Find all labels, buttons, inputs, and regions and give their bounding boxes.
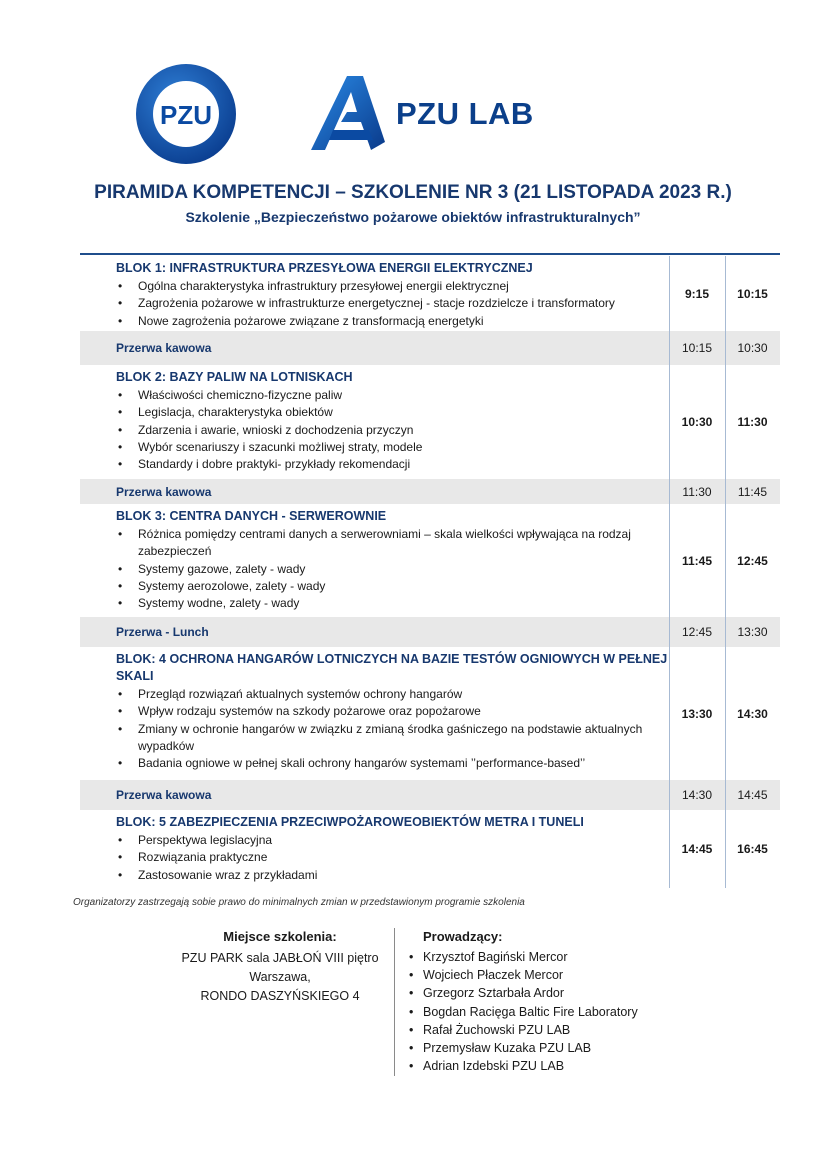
block-4-end: 14:30 bbox=[737, 706, 768, 721]
document-title: PIRAMIDA KOMPETENCJI – SZKOLENIE NR 3 (21 LISTOPADA 2023 R.) bbox=[94, 182, 732, 203]
pzu-lab-logo-icon bbox=[311, 74, 386, 152]
block-2-items bbox=[116, 387, 668, 473]
block-3-content bbox=[116, 504, 668, 617]
list-item: • Systemy gazowe, zalety - wady bbox=[116, 561, 668, 578]
location-line: RONDO DASZYŃSKIEGO 4 bbox=[200, 989, 360, 1003]
list-item: • Systemy aerozolowe, zalety - wady bbox=[116, 578, 668, 595]
leaders-list bbox=[408, 948, 638, 1075]
list-item: • Ogólna charakterystyka infrastruktury przesyłowej energii elektrycznej bbox=[116, 278, 668, 295]
break-2-start: 11:30 bbox=[682, 484, 712, 499]
block-4-items bbox=[116, 686, 668, 772]
break-1-end: 10:30 bbox=[737, 341, 768, 355]
svg-text:PZU: PZU bbox=[160, 100, 212, 130]
location-line: PZU PARK sala JABŁOŃ VIII piętro bbox=[181, 951, 379, 965]
location-line: Warszawa, bbox=[249, 970, 311, 984]
list-item: • Standardy i dobre praktyki- przykłady rekomendacji bbox=[116, 456, 668, 473]
leader-item: • Bogdan Racięga Baltic Fire Laboratory bbox=[408, 1003, 638, 1021]
location-section bbox=[160, 929, 400, 1006]
list-item: • Zdarzenia i awarie, wnioski z dochodzenia przyczyn bbox=[116, 422, 668, 439]
block-2-content bbox=[116, 365, 668, 479]
list-item: • Zastosowanie wraz z przykładami bbox=[116, 867, 668, 884]
schedule-row-break-3 bbox=[80, 617, 780, 647]
list-item: • Badania ogniowe w pełnej skali ochrony hangarów systemami ’’performance-based’’ bbox=[116, 755, 668, 772]
block-1-end: 10:15 bbox=[737, 286, 768, 301]
block-4-title: BLOK: 4 OCHRONA HANGARÓW LOTNICZYCH NA BAZIE TESTÓW OGNIOWYCH W PEŁNEJ SKALI bbox=[116, 652, 668, 683]
block-5-items bbox=[116, 832, 668, 884]
leader-item: • Grzegorz Sztarbała Ardor bbox=[408, 984, 638, 1002]
block-3-title: BLOK 3: CENTRA DANYCH - SERWEROWNIE bbox=[116, 509, 387, 523]
pzu-lab-wordmark: PZU LAB bbox=[396, 96, 534, 131]
break-2-label: Przerwa kawowa bbox=[116, 484, 212, 499]
break-3-label: Przerwa - Lunch bbox=[116, 625, 209, 639]
leaders-section bbox=[408, 929, 638, 1075]
footnote: Organizatorzy zastrzegają sobie prawo do minimalnych zmian w przedstawionym programie szkolenia bbox=[73, 897, 525, 908]
schedule-row-break-2 bbox=[80, 479, 780, 504]
list-item: • Zmiany w ochronie hangarów w związku z zmianą środka gaśniczego na podstawie aktualnych wypadków bbox=[116, 721, 668, 756]
leader-item: • Krzysztof Bagiński Mercor bbox=[408, 948, 638, 966]
pzu-logo bbox=[135, 63, 237, 165]
block-1-content bbox=[116, 256, 668, 331]
document-subtitle: Szkolenie „Bezpieczeństwo pożarowe obiektów infrastrukturalnych” bbox=[185, 209, 641, 225]
leaders-heading: Prowadzący: bbox=[423, 929, 503, 944]
list-item: • Właściwości chemiczno-fizyczne paliw bbox=[116, 387, 668, 404]
leader-item: • Adrian Izdebski PZU LAB bbox=[408, 1057, 638, 1075]
block-5-title: BLOK: 5 ZABEZPIECZENIA PRZECIWPOŻAROWEOBIEKTÓW METRA I TUNELI bbox=[116, 815, 584, 829]
footer-divider bbox=[394, 928, 395, 1076]
block-2-start: 10:30 bbox=[681, 415, 713, 429]
block-5-content bbox=[116, 810, 668, 888]
list-item: • Wpływ rodzaju systemów na szkody pożarowe oraz popożarowe bbox=[116, 703, 668, 720]
list-item: • Systemy wodne, zalety - wady bbox=[116, 595, 668, 612]
schedule-row-break-4 bbox=[80, 780, 780, 810]
location-heading: Miejsce szkolenia: bbox=[223, 929, 337, 944]
break-3-start: 12:45 bbox=[681, 625, 713, 639]
leader-item: • Przemysław Kuzaka PZU LAB bbox=[408, 1039, 638, 1057]
break-4-end: 14:45 bbox=[737, 788, 768, 802]
list-item: • Perspektywa legislacyjna bbox=[116, 832, 668, 849]
block-1-title: BLOK 1: INFRASTRUKTURA PRZESYŁOWA ENERGII ELEKTRYCZNEJ bbox=[116, 261, 533, 275]
schedule-row-break-1 bbox=[80, 331, 780, 365]
break-2-end: 11:45 bbox=[737, 484, 768, 499]
leader-item: • Wojciech Płaczek Mercor bbox=[408, 966, 638, 984]
block-4-start: 13:30 bbox=[681, 706, 713, 721]
list-item: • Nowe zagrożenia pożarowe związane z transformacją energetyki bbox=[116, 313, 668, 330]
block-4-content bbox=[116, 647, 668, 780]
break-1-start: 10:15 bbox=[681, 341, 713, 355]
leader-item: • Rafał Żuchowski PZU LAB bbox=[408, 1021, 638, 1039]
break-1-label: Przerwa kawowa bbox=[116, 341, 212, 355]
block-3-items bbox=[116, 526, 668, 612]
break-3-end: 13:30 bbox=[737, 625, 768, 639]
block-3-start: 11:45 bbox=[681, 553, 713, 568]
column-divider bbox=[725, 256, 726, 888]
schedule-row-block-1 bbox=[80, 256, 780, 331]
block-5-end: 16:45 bbox=[737, 842, 768, 856]
list-item: • Przegląd rozwiązań aktualnych systemów ochrony hangarów bbox=[116, 686, 668, 703]
block-1-start: 9:15 bbox=[684, 286, 710, 301]
list-item: • Różnica pomiędzy centrami danych a serwerowniami – skala wielkości wpływająca na rodzaj zabezpieczeń bbox=[116, 526, 668, 561]
break-4-start: 14:30 bbox=[681, 788, 713, 802]
list-item: • Legislacja, charakterystyka obiektów bbox=[116, 404, 668, 421]
schedule-row-block-3 bbox=[80, 504, 780, 617]
block-2-title: BLOK 2: BAZY PALIW NA LOTNISKACH bbox=[116, 370, 353, 384]
schedule-row-block-5 bbox=[80, 810, 780, 888]
break-4-label: Przerwa kawowa bbox=[116, 788, 212, 802]
list-item: • Rozwiązania praktyczne bbox=[116, 849, 668, 866]
block-5-start: 14:45 bbox=[681, 842, 713, 856]
block-2-end: 11:30 bbox=[737, 415, 768, 429]
block-1-items bbox=[116, 278, 668, 330]
schedule-row-block-4 bbox=[80, 647, 780, 780]
block-3-end: 12:45 bbox=[737, 553, 768, 568]
schedule-row-block-2 bbox=[80, 365, 780, 479]
list-item: • Zagrożenia pożarowe w infrastrukturze energetycznej - stacje rozdzielcze i transformatory bbox=[116, 295, 668, 312]
list-item: • Wybór scenariuszy i szacunki możliwej straty, modele bbox=[116, 439, 668, 456]
table-top-rule bbox=[80, 253, 780, 255]
column-divider bbox=[669, 256, 670, 888]
